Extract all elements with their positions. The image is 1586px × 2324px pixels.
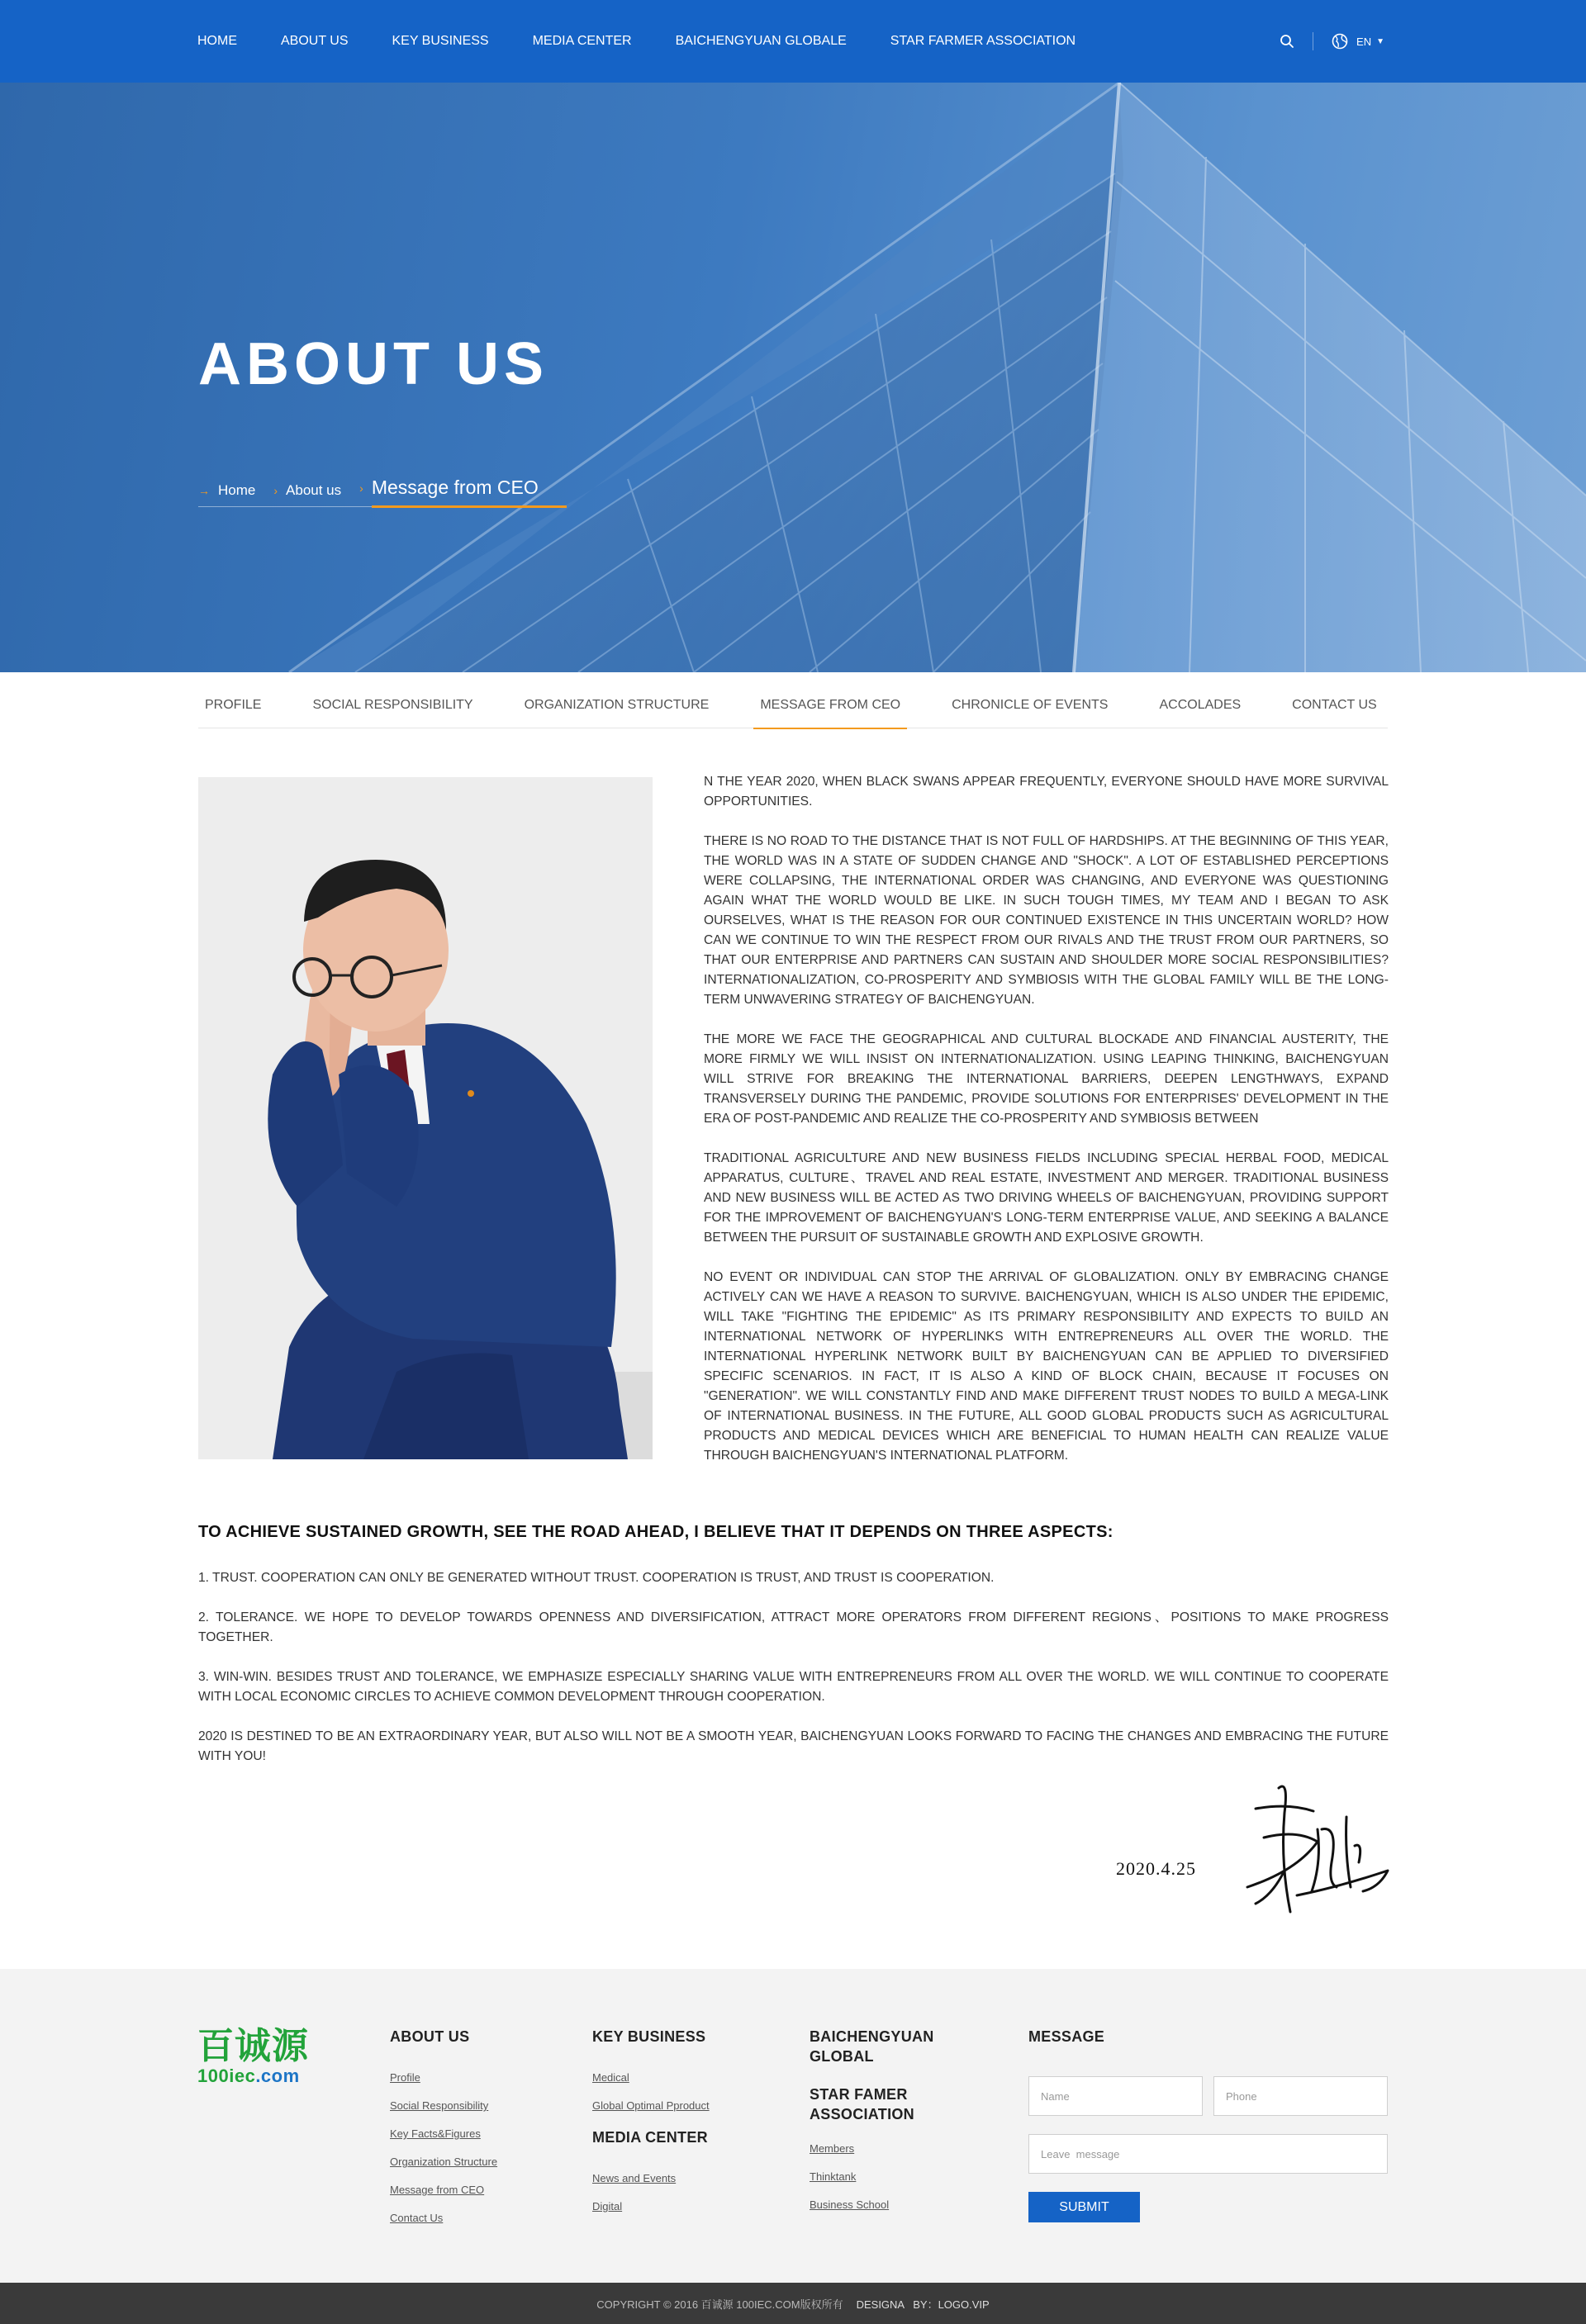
footer-link-business-school[interactable]: Business School — [810, 2198, 890, 2211]
footer-link-message-from-ceo[interactable]: Message from CEO — [390, 2184, 485, 2196]
logo-chinese: 百诚源 — [197, 2026, 309, 2066]
ceo-paragraph: THERE IS NO ROAD TO THE DISTANCE THAT IS NOT FULL OF HARDSHIPS. AT THE BEGINNING OF THIS YEAR, THE WORLD WAS IN A STATE OF SUDDEN CHANGE AND "SHOCK". A LOT OF ESTABLISHED PERCEPTIONS WERE COLLAPSING, THE INTERNATIONAL ORDER WAS CHANGING, AND EVERYONE WAS QUESTIONING AGAIN WHAT THE WORLD WOULD BE LIKE. IN SUCH TOUGH TIMES, MY TEAM AND I BEGAN TO ASK OURSELVES, WHAT IS THE REASON FOR OUR CONTINUED EXISTENCE IN THIS UNCERTAIN WORLD? HOW CAN WE CONTINUE TO WIN THE RESPECT FROM OUR RIVALS AND THE TRUST FROM OUR PARTNERS, SO THAT OUR ENTERPRISE AND PARTNERS CAN SUSTAIN AND SHOULDER MORE SOCIAL RESPONSIBILITIES? INTERNATIONALIZATION, CO-PROSPERITY AND SYMBIOSIS WITH THE GLOBAL FAMILY WILL BE THE LONG-TERM UNWAVERING STRATEGY OF BAICHENGYUAN. — [704, 834, 1389, 1007]
footer-link-news-events[interactable]: News and Events — [592, 2172, 677, 2184]
footer-business-title: KEY BUSINESS — [592, 2028, 706, 2045]
nav-media-center[interactable]: MEDIA CENTER — [532, 34, 632, 48]
logo-en-a: 100 — [197, 2066, 230, 2086]
footer-link-profile[interactable]: Profile — [390, 2071, 420, 2084]
nav-star-farmer-association[interactable]: STAR FARMER ASSOCIATION — [890, 34, 1076, 48]
footer-col-message — [1028, 2027, 1104, 2071]
search-icon[interactable] — [1280, 34, 1294, 49]
aspects-heading: TO ACHIEVE SUSTAINED GROWTH, SEE THE ROAD AHEAD, I BELIEVE THAT IT DEPENDS ON THREE ASPECTS: — [198, 1523, 1114, 1541]
footer-col-global — [810, 2027, 934, 2227]
footer-message-title: MESSAGE — [1028, 2028, 1105, 2045]
nav-menu — [197, 0, 1119, 83]
aspects-list — [198, 1568, 1389, 1786]
breadcrumb-about-us[interactable] — [273, 482, 341, 507]
arrow-right-icon: → — [198, 484, 210, 497]
tab-contact-us[interactable]: CONTACT US — [1292, 698, 1377, 712]
tab-social-responsibility[interactable]: SOCIAL RESPONSIBILITY — [312, 698, 473, 712]
aspect-item: 2. TOLERANCE. WE HOPE TO DEVELOP TOWARDS OPENNESS AND DIVERSIFICATION, ATTRACT MORE OPERATORS FROM DIFFERENT REGIONS、POSITIONS TO MAKE PROGRESS TOGETHER. — [198, 1610, 1389, 1644]
footer-global-title-line2: GLOBAL — [810, 2048, 874, 2065]
breadcrumb-active-underline — [372, 505, 567, 508]
logo-en-c: .com — [255, 2066, 300, 2086]
nav-about-us[interactable]: ABOUT US — [281, 34, 349, 48]
footer-about-title: ABOUT US — [390, 2028, 470, 2045]
footer-link-global-optimal-product[interactable]: Global Optimal Pproduct — [592, 2099, 710, 2112]
hero-banner — [0, 83, 1586, 672]
nav-baichengyuan-globale[interactable]: BAICHENGYUAN GLOBALE — [675, 34, 847, 48]
arrow-right-icon: › — [359, 481, 363, 495]
tab-profile[interactable]: PROFILE — [205, 698, 262, 712]
ceo-paragraph: TRADITIONAL AGRICULTURE AND NEW BUSINESS FIELDS INCLUDING SPECIAL HERBAL FOOD, MEDICAL APPARATUS, CULTURE、TRAVEL AND REAL ESTATE, INVESTMENT AND MERGER. TRADITIONAL BUSINESS AND NEW BUSINESS WILL BE ACTED AS TWO DRIVING WHEELS OF BAICHENGYUAN, PROVIDING SUPPORT FOR THE IMPROVEMENT OF BAICHENGYUAN'S LONG-TERM ENTERPRISE VALUE, AND SEEKING A BALANCE BETWEEN THE PURSUIT OF SUSTAINABLE GROWTH AND EXPLOSIVE GROWTH. — [704, 1151, 1389, 1245]
footer-global-title-line1: BAICHENGYUAN — [810, 2028, 934, 2045]
message-date: 2020.4.25 — [1116, 1858, 1196, 1879]
copyright-bar — [0, 2283, 1586, 2324]
page-title: ABOUT US — [198, 331, 548, 397]
breadcrumb-about-label: About us — [286, 482, 342, 498]
footer-star-title-line1: STAR FAMER — [810, 2086, 908, 2103]
footer-logo[interactable] — [197, 2027, 309, 2086]
nav-key-business[interactable]: KEY BUSINESS — [392, 34, 489, 48]
breadcrumb — [198, 471, 557, 507]
footer — [0, 1969, 1586, 2283]
footer-link-digital[interactable]: Digital — [592, 2200, 623, 2213]
footer-col-about — [390, 2027, 497, 2240]
tab-accolades[interactable]: ACCOLADES — [1159, 698, 1242, 712]
footer-link-contact-us[interactable]: Contact Us — [390, 2212, 444, 2224]
ceo-paragraph: NO EVENT OR INDIVIDUAL CAN STOP THE ARRIVAL OF GLOBALIZATION. ONLY BY EMBRACING CHANGE ACTIVELY CAN WE HAVE A REASON TO SURVIVE. BAICHENGYUAN, WHICH IS ALSO UNDER THE EPIDEMIC, WILL TAKE "FIGHTING THE EPIDEMIC" AS ITS PRIMARY RESPONSIBILITY AND EXPECTS TO BUILD AN INTERNATIONAL NETWORK OF HYPERLINKS WITH ENTREPRENEURS ALL OVER THE WORLD. THE INTERNATIONAL HYPERLINK NETWORK BUILT BY BAICHENGYUAN CAN BE APPLIED TO DIVERSIFIED SPECIFIC SCENARIOS. IN FACT, IT IS ALSO A KIND OF BLOCK CHAIN, BECAUSE IT FOCUSES ON "GENERATION". WE WILL CONSTANTLY FIND AND MAKE DIFFERENT TRUST NODES TO BUILD A MEGA-LINK OF INTERNATIONAL BUSINESS. IN THE FUTURE, ALL GOOD GLOBAL PRODUCTS SUCH AS AGRICULTURAL PRODUCTS AND MEDICAL DEVICES WHICH ARE BENEFICIAL TO HUMAN HEALTH CAN REALIZE VALUE THROUGH BAICHENGYUAN'S INTERNATIONAL PLATFORM. — [704, 1270, 1389, 1463]
logo-english — [197, 2066, 309, 2086]
tab-message-from-ceo[interactable]: MESSAGE FROM CEO — [753, 672, 907, 728]
footer-link-social-responsibility[interactable]: Social Responsibility — [390, 2099, 489, 2112]
footer-link-key-facts[interactable]: Key Facts&Figures — [390, 2127, 481, 2140]
footer-link-members[interactable]: Members — [810, 2142, 855, 2155]
footer-star-title-line2: ASSOCIATION — [810, 2106, 914, 2122]
about-subnav — [198, 672, 1388, 728]
name-input[interactable] — [1028, 2076, 1203, 2116]
footer-global-title — [810, 2027, 934, 2066]
tab-organization-structure[interactable]: ORGANIZATION STRUCTURE — [524, 698, 710, 712]
footer-col-business — [592, 2027, 710, 2228]
nav-tools — [1280, 0, 1384, 83]
arrow-right-icon: › — [273, 484, 278, 497]
aspect-item: 3. WIN-WIN. BESIDES TRUST AND TOLERANCE, WE EMPHASIZE ESPECIALLY SHARING VALUE WITH ENTREPRENEURS FROM ALL OVER THE WORLD. WE WILL CONTINUE TO COOPERATE WITH LOCAL ECONOMIC CIRCLES TO ACHIEVE COMMON DEVELOPMENT THROUGH COOPERATION. — [198, 1670, 1389, 1704]
submit-button[interactable]: SUBMIT — [1028, 2192, 1140, 2222]
breadcrumb-current — [359, 477, 539, 507]
tab-chronicle-of-events[interactable]: CHRONICLE OF EVENTS — [952, 698, 1109, 712]
logo-en-b: iec — [229, 2066, 256, 2086]
design-credit[interactable]: DESIGNA BY：LOGO.VIP — [856, 2298, 990, 2311]
aspect-item: 2020 IS DESTINED TO BE AN EXTRAORDINARY YEAR, BUT ALSO WILL NOT BE A SMOOTH YEAR, BAICHENGYUAN LOOKS FORWARD TO FACING THE CHANGES AND EMBRACING THE FUTURE WITH YOU! — [198, 1729, 1389, 1763]
nav-home[interactable]: HOME — [197, 34, 237, 48]
phone-input[interactable] — [1213, 2076, 1388, 2116]
globe-icon — [1332, 33, 1348, 50]
message-input[interactable] — [1028, 2134, 1388, 2174]
language-label: EN — [1356, 35, 1372, 48]
ceo-photo — [198, 777, 653, 1459]
footer-link-organization-structure[interactable]: Organization Structure — [390, 2156, 498, 2168]
chevron-down-icon: ▼ — [1376, 36, 1384, 46]
breadcrumb-home[interactable] — [198, 482, 255, 507]
aspect-item: 1. TRUST. COOPERATION CAN ONLY BE GENERATED WITHOUT TRUST. COOPERATION IS TRUST, AND TRUST IS COOPERATION. — [198, 1571, 995, 1585]
footer-media-title: MEDIA CENTER — [592, 2129, 708, 2146]
footer-link-thinktank[interactable]: Thinktank — [810, 2170, 857, 2183]
ceo-signature — [1239, 1771, 1396, 1920]
breadcrumb-current-label: Message from CEO — [371, 477, 539, 498]
ceo-message — [704, 772, 1389, 1486]
language-selector[interactable] — [1332, 33, 1384, 50]
footer-star-title — [810, 2084, 934, 2124]
breadcrumb-home-label: Home — [218, 482, 256, 498]
footer-link-medical[interactable]: Medical — [592, 2071, 629, 2084]
top-nav — [0, 0, 1586, 83]
ceo-paragraph: N THE YEAR 2020, WHEN BLACK SWANS APPEAR FREQUENTLY, EVERYONE SHOULD HAVE MORE SURVIVAL OPPORTUNITIES. — [704, 775, 1389, 809]
ceo-paragraph: THE MORE WE FACE THE GEOGRAPHICAL AND CULTURAL BLOCKADE AND FINANCIAL AUSTERITY, THE MORE FIRMLY WE WILL INSIST ON INTERNATIONALIZATION. USING LEAPING THINKING, BAICHENGYUAN WILL STRIVE FOR BREAKING THE INTERNATIONAL BARRIERS, DEEPEN LENGTHWAYS, EXPAND TRANSVERSELY DURING THE PANDEMIC, PROVIDE SOLUTIONS FOR ENTERPRISES' DEVELOPMENT IN THE ERA OF POST-PANDEMIC AND REALIZE THE CO-PROSPERITY AND SYMBIOSIS BETWEEN — [704, 1032, 1389, 1126]
copyright-text: COPYRIGHT © 2016 百诚源 100IEC.COM版权所有 — [596, 2298, 843, 2311]
